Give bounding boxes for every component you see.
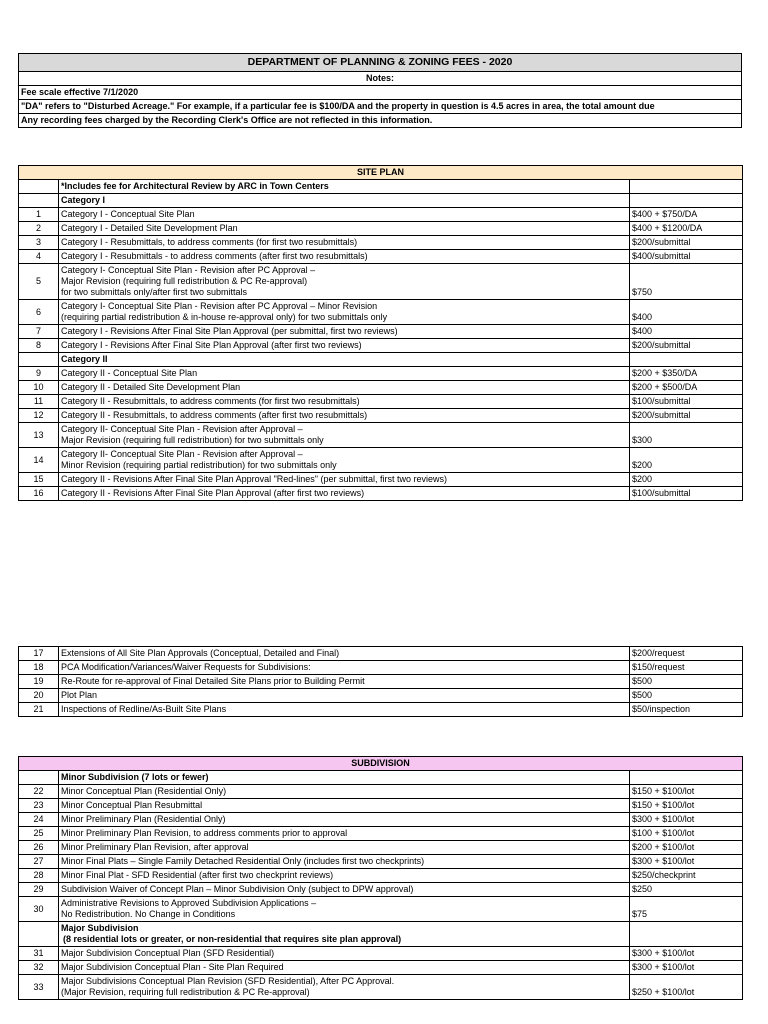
table-row: [19, 222, 743, 236]
row-description: [59, 855, 630, 869]
row-description: [59, 647, 630, 661]
major-subdivision-label-row: [19, 922, 743, 947]
table-row: [19, 208, 743, 222]
row-fee: $200/submittal: [630, 409, 743, 423]
major-num: [19, 922, 59, 947]
row-number: 31: [19, 947, 59, 961]
misc-table: [18, 646, 743, 717]
major-subdivision-label: [59, 922, 630, 947]
row-fee: $250 + $100/lot: [630, 975, 743, 1000]
table-row: [19, 423, 743, 448]
row-number: 2: [19, 222, 59, 236]
row-number: 20: [19, 689, 59, 703]
row-number: 12: [19, 409, 59, 423]
row-fee: $400 + $750/DA: [630, 208, 743, 222]
subdivision-table: [18, 756, 743, 1000]
table-row: [19, 250, 743, 264]
row-fee: $300: [630, 423, 743, 448]
description-line: Inspections of Redline/As-Built Site Plans: [61, 704, 227, 714]
description-line: Major Revision (requiring full redistribution) for two submittals only: [61, 435, 324, 445]
description-line: Category II - Revisions After Final Site Plan Approval "Red-lines" (per submittal, first two reviews): [61, 474, 448, 484]
description-line: Category II - Resubmittals, to address comments (after first two resubmittals): [61, 410, 368, 420]
description-line: (Major Revision, requiring full redistribution & PC Re-approval): [61, 987, 310, 997]
minor-subdivision-label-row: [19, 771, 743, 785]
row-number: 22: [19, 785, 59, 799]
note-recording: Any recording fees charged by the Recording Clerk's Office are not reflected in this information.: [19, 114, 742, 128]
row-fee: $400: [630, 300, 743, 325]
table-row: [19, 264, 743, 300]
row-fee: $500: [630, 675, 743, 689]
description-line: Major Subdivision Conceptual Plan - Site Plan Required: [61, 962, 284, 972]
description-line: Subdivision Waiver of Concept Plan – Minor Subdivision Only (subject to DPW approval): [61, 884, 414, 894]
row-description: [59, 869, 630, 883]
page-title: DEPARTMENT OF PLANNING & ZONING FEES - 2020: [19, 54, 742, 72]
row-fee: $200 + $100/lot: [630, 841, 743, 855]
row-description: [59, 975, 630, 1000]
row-fee: $100/submittal: [630, 395, 743, 409]
table-row: [19, 897, 743, 922]
row-number: 7: [19, 325, 59, 339]
table-row: [19, 236, 743, 250]
category-1-label-fee: [630, 194, 743, 208]
description-line: Category I- Conceptual Site Plan - Revision after PC Approval –: [61, 265, 316, 275]
description-line: Minor Revision (requiring partial redistribution) for two submittals only: [61, 460, 337, 470]
table-row: [19, 409, 743, 423]
row-description: [59, 661, 630, 675]
row-number: 13: [19, 423, 59, 448]
row-description: [59, 395, 630, 409]
row-fee: $150 + $100/lot: [630, 785, 743, 799]
minor-subdivision-label-num: [19, 771, 59, 785]
row-number: 28: [19, 869, 59, 883]
row-fee: $200/submittal: [630, 339, 743, 353]
row-number: 4: [19, 250, 59, 264]
row-fee: $400/submittal: [630, 250, 743, 264]
description-line: Category I - Resubmittals, to address comments (for first two resubmittals): [61, 237, 358, 247]
row-description: [59, 827, 630, 841]
row-description: [59, 785, 630, 799]
row-fee: $200 + $350/DA: [630, 367, 743, 381]
description-line: Category I- Conceptual Site Plan - Revision after PC Approval – Minor Revision: [61, 301, 378, 311]
table-row: [19, 841, 743, 855]
category-2-label-fee: [630, 353, 743, 367]
table-row: [19, 381, 743, 395]
row-fee: $400: [630, 325, 743, 339]
row-description: [59, 675, 630, 689]
row-fee: $300 + $100/lot: [630, 813, 743, 827]
table-row: [19, 647, 743, 661]
row-number: 23: [19, 799, 59, 813]
description-line: Category I - Revisions After Final Site Plan Approval (after first two reviews): [61, 340, 362, 350]
description-line: Extensions of All Site Plan Approvals (Conceptual, Detailed and Final): [61, 648, 340, 658]
row-fee: $300 + $100/lot: [630, 961, 743, 975]
description-line: Category I - Conceptual Site Plan: [61, 209, 195, 219]
row-fee: $200: [630, 473, 743, 487]
row-description: [59, 947, 630, 961]
row-number: 26: [19, 841, 59, 855]
major-subdivision-subtitle: (8 residential lots or greater, or non-residential that requires site plan approval): [63, 934, 402, 944]
row-number: 17: [19, 647, 59, 661]
row-fee: $150 + $100/lot: [630, 799, 743, 813]
row-description: [59, 897, 630, 922]
description-line: PCA Modification/Variances/Waiver Requests for Subdivisions:: [61, 662, 311, 672]
row-fee: $100/submittal: [630, 487, 743, 501]
subdivision-title-row: [19, 757, 743, 771]
description-line: Category II - Detailed Site Development Plan: [61, 382, 241, 392]
header-table: [18, 53, 742, 128]
row-number: 29: [19, 883, 59, 897]
description-line: No Redistribution. No Change in Conditions: [61, 909, 236, 919]
description-line: Category I - Detailed Site Development Plan: [61, 223, 238, 233]
row-number: 3: [19, 236, 59, 250]
description-line: Minor Preliminary Plan Revision, after approval: [61, 842, 249, 852]
description-line: Category II- Conceptual Site Plan - Revision after Approval –: [61, 424, 303, 434]
row-fee: $250: [630, 883, 743, 897]
table-row: [19, 675, 743, 689]
row-description: [59, 423, 630, 448]
table-row: [19, 661, 743, 675]
table-row: [19, 947, 743, 961]
row-number: 18: [19, 661, 59, 675]
table-row: [19, 827, 743, 841]
major-fee: [630, 922, 743, 947]
description-line: Minor Final Plat - SFD Residential (after first two checkprint reviews): [61, 870, 334, 880]
minor-subdivision-label: Minor Subdivision (7 lots or fewer): [59, 771, 630, 785]
site-plan-intro-row: [19, 180, 743, 194]
row-description: [59, 381, 630, 395]
category-2-label-row: [19, 353, 743, 367]
row-description: [59, 487, 630, 501]
category-1-label-row: [19, 194, 743, 208]
row-description: [59, 473, 630, 487]
table-row: [19, 975, 743, 1000]
row-number: 25: [19, 827, 59, 841]
row-number: 21: [19, 703, 59, 717]
row-number: 30: [19, 897, 59, 922]
row-fee: $500: [630, 689, 743, 703]
description-line: Re-Route for re-approval of Final Detailed Site Plans prior to Building Permit: [61, 676, 365, 686]
description-line: Category I - Revisions After Final Site Plan Approval (per submittal, first two reviews): [61, 326, 398, 336]
row-fee: $200/submittal: [630, 236, 743, 250]
row-description: [59, 689, 630, 703]
description-line: Plot Plan: [61, 690, 98, 700]
table-row: [19, 785, 743, 799]
row-fee: $200 + $500/DA: [630, 381, 743, 395]
row-fee: $400 + $1200/DA: [630, 222, 743, 236]
description-line: Major Subdivision Conceptual Plan (SFD Residential): [61, 948, 275, 958]
row-number: 9: [19, 367, 59, 381]
description-line: Major Revision (requiring full redistribution & PC Re-approval): [61, 276, 308, 286]
description-line: Minor Conceptual Plan (Residential Only): [61, 786, 227, 796]
row-description: [59, 367, 630, 381]
row-description: [59, 222, 630, 236]
intro-fee: [630, 180, 743, 194]
table-row: [19, 869, 743, 883]
description-line: Minor Conceptual Plan Resubmittal: [61, 800, 203, 810]
intro-num: [19, 180, 59, 194]
row-description: [59, 703, 630, 717]
site-plan-title: SITE PLAN: [19, 166, 743, 180]
row-number: 33: [19, 975, 59, 1000]
table-row: [19, 961, 743, 975]
row-fee: $75: [630, 897, 743, 922]
row-fee: $300 + $100/lot: [630, 855, 743, 869]
row-description: [59, 409, 630, 423]
site-plan-title-row: [19, 166, 743, 180]
row-description: [59, 799, 630, 813]
description-line: Minor Preliminary Plan (Residential Only): [61, 814, 226, 824]
row-description: [59, 841, 630, 855]
row-number: 11: [19, 395, 59, 409]
table-row: [19, 689, 743, 703]
row-number: 10: [19, 381, 59, 395]
table-row: [19, 703, 743, 717]
row-number: 5: [19, 264, 59, 300]
row-number: 19: [19, 675, 59, 689]
row-fee: $200/request: [630, 647, 743, 661]
minor-subdivision-label-fee: [630, 771, 743, 785]
description-line: Minor Preliminary Plan Revision, to address comments prior to approval: [61, 828, 348, 838]
category-2-label: Category II: [59, 353, 630, 367]
row-number: 27: [19, 855, 59, 869]
note-da: "DA" refers to "Disturbed Acreage." For example, if a particular fee is $100/DA and the property in question is 4.5 acres in area, the total amount due: [19, 100, 742, 114]
table-row: [19, 339, 743, 353]
note-effective: Fee scale effective 7/1/2020: [19, 86, 742, 100]
description-line: Minor Final Plats – Single Family Detached Residential Only (includes first two checkprints): [61, 856, 425, 866]
table-row: [19, 799, 743, 813]
table-row: [19, 448, 743, 473]
table-row: [19, 473, 743, 487]
row-description: [59, 883, 630, 897]
category-1-label-num: [19, 194, 59, 208]
row-description: [59, 208, 630, 222]
row-description: [59, 961, 630, 975]
row-fee: $300 + $100/lot: [630, 947, 743, 961]
subdivision-title: SUBDIVISION: [19, 757, 743, 771]
row-description: [59, 250, 630, 264]
description-line: Category II - Revisions After Final Site Plan Approval (after first two reviews): [61, 488, 365, 498]
row-number: 32: [19, 961, 59, 975]
row-description: [59, 813, 630, 827]
row-description: [59, 325, 630, 339]
row-fee: $200: [630, 448, 743, 473]
category-2-label-num: [19, 353, 59, 367]
table-row: [19, 325, 743, 339]
row-description: [59, 448, 630, 473]
row-number: 15: [19, 473, 59, 487]
description-line: Major Subdivisions Conceptual Plan Revision (SFD Residential), After PC Approval.: [61, 976, 395, 986]
description-line: Category I - Resubmittals - to address comments (after first two resubmittals): [61, 251, 368, 261]
row-description: [59, 236, 630, 250]
row-number: 1: [19, 208, 59, 222]
row-number: 14: [19, 448, 59, 473]
row-fee: $100 + $100/lot: [630, 827, 743, 841]
row-description: [59, 264, 630, 300]
row-description: [59, 339, 630, 353]
table-row: [19, 883, 743, 897]
description-line: (requiring partial redistribution & in-house re-approval only) for two submittals only: [61, 312, 388, 322]
major-subdivision-title: Major Subdivision: [61, 923, 139, 933]
category-1-label: Category I: [59, 194, 630, 208]
row-description: [59, 300, 630, 325]
table-row: [19, 300, 743, 325]
row-fee: $150/request: [630, 661, 743, 675]
row-number: 24: [19, 813, 59, 827]
row-fee: $50/inspection: [630, 703, 743, 717]
notes-label: Notes:: [19, 72, 742, 86]
description-line: Administrative Revisions to Approved Subdivision Applications –: [61, 898, 317, 908]
row-fee: $750: [630, 264, 743, 300]
description-line: Category II- Conceptual Site Plan - Revision after Approval –: [61, 449, 303, 459]
site-plan-intro: *Includes fee for Architectural Review by ARC in Town Centers: [59, 180, 630, 194]
table-row: [19, 395, 743, 409]
row-number: 8: [19, 339, 59, 353]
site-plan-table: [18, 165, 743, 501]
table-row: [19, 813, 743, 827]
table-row: [19, 487, 743, 501]
row-fee: $250/checkprint: [630, 869, 743, 883]
row-number: 16: [19, 487, 59, 501]
table-row: [19, 367, 743, 381]
table-row: [19, 855, 743, 869]
description-line: for two submittals only/after first two submittals: [61, 287, 248, 297]
description-line: Category II - Resubmittals, to address comments (for first two resubmittals): [61, 396, 360, 406]
row-number: 6: [19, 300, 59, 325]
description-line: Category II - Conceptual Site Plan: [61, 368, 198, 378]
